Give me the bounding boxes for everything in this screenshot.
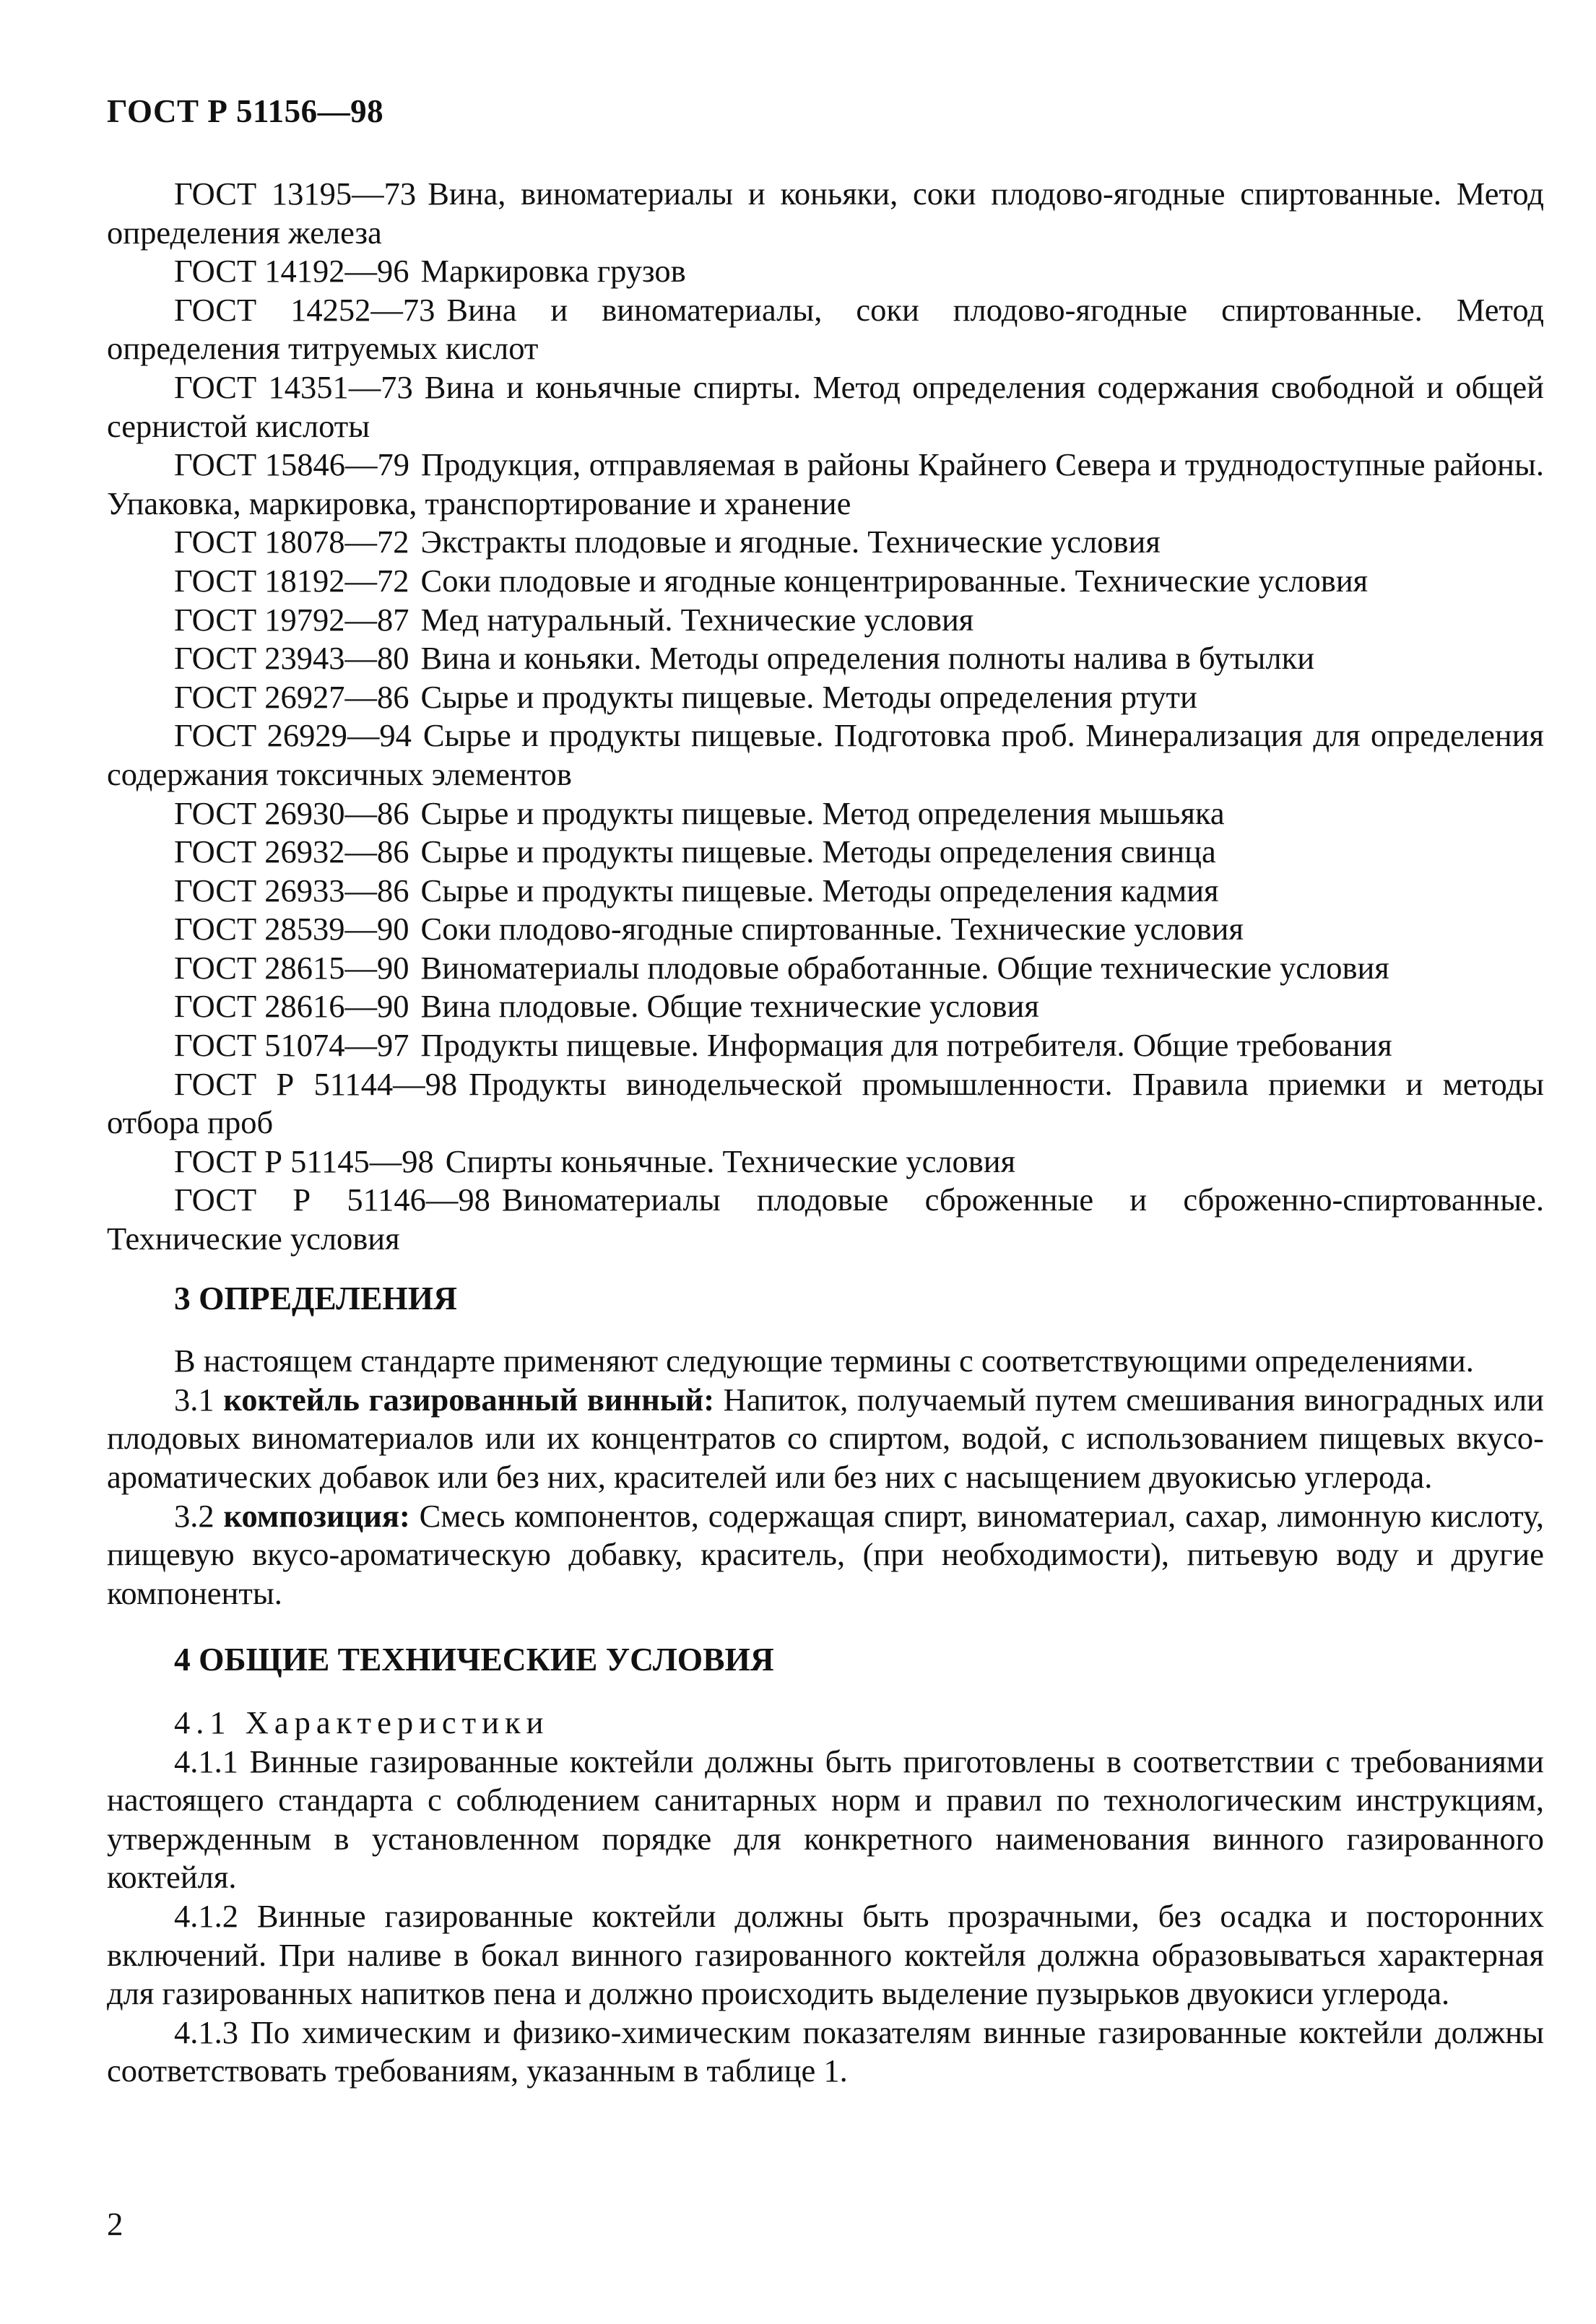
reference-code: ГОСТ 14351—73: [174, 368, 413, 405]
reference-title: Вина и коньячные спирты. Метод определения содержания свободной и общей сернистой кислоты: [107, 368, 1544, 444]
reference-item: [107, 949, 1544, 988]
reference-code: ГОСТ 14192—96: [174, 253, 409, 290]
reference-title: Виноматериалы плодовые сброженные и сброженно-спиртованные. Технические условия: [107, 1181, 1544, 1257]
reference-title: Маркировка грузов: [420, 253, 686, 290]
reference-title: Продукты винодельческой промышленности. Правила приемки и методы отбора проб: [107, 1065, 1545, 1141]
reference-code: ГОСТ 26930—86: [174, 794, 409, 831]
reference-title: Мед натуральный. Технические условия: [420, 601, 974, 638]
reference-code: ГОСТ Р 51145—98: [174, 1143, 434, 1179]
reference-code: ГОСТ 15846—79: [174, 446, 410, 483]
page-number: 2: [107, 2206, 123, 2242]
reference-item: [107, 291, 1544, 368]
reference-title: Сырье и продукты пищевые. Методы определения кадмия: [420, 872, 1219, 909]
reference-item: [107, 523, 1544, 562]
reference-code: ГОСТ Р 51146—98: [174, 1181, 490, 1218]
paragraph-4-1-2: 4.1.2 Винные газированные коктейли должны быть прозрачными, без осадка и посторонних включений. При наливе в бокал винного газированного коктейля должна образовываться характерная для газированных напитков пена и должно происходить выделение пузырьков двуокиси углерода.: [107, 1897, 1544, 2012]
reference-code: ГОСТ 19792—87: [174, 601, 409, 638]
reference-title: Сырье и продукты пищевые. Методы определения ртути: [420, 678, 1197, 715]
paragraph-4-1-3: 4.1.3 По химическим и физико-химическим показателям винные газированные коктейли должны соответствовать требованиям, указанным в таблице 1.: [107, 2013, 1544, 2089]
definition-number: 3.2: [174, 1497, 214, 1534]
reference-code: ГОСТ 28615—90: [174, 949, 409, 986]
reference-code: ГОСТ 28616—90: [174, 988, 409, 1025]
reference-code: ГОСТ 14252—73: [174, 291, 435, 328]
reference-title: Вина и виноматериалы, соки плодово-ягодные спиртованные. Метод определения титруемых кислот: [107, 291, 1544, 367]
reference-item: [107, 1181, 1544, 1258]
reference-code: ГОСТ 18192—72: [174, 562, 409, 599]
reference-item: [107, 1143, 1544, 1181]
document-body: [107, 175, 1544, 2091]
reference-item: [107, 1065, 1544, 1143]
reference-title: Сырье и продукты пищевые. Метод определения мышьяка: [420, 794, 1225, 831]
reference-item: [107, 872, 1544, 911]
reference-title: Вина, виноматериалы и коньяки, соки плодово-ягодные спиртованные. Метод определения железа: [107, 175, 1545, 251]
reference-item: [107, 252, 1544, 291]
subsection-4-1-heading: 4.1 Характеристики: [174, 1704, 550, 1740]
reference-title: Сырье и продукты пищевые. Методы определения свинца: [420, 833, 1216, 870]
reference-code: ГОСТ 13195—73: [174, 175, 417, 212]
reference-title: Соки плодовые и ягодные концентрированные. Технические условия: [420, 562, 1369, 599]
reference-code: ГОСТ 26929—94: [174, 717, 412, 754]
section-3-title: 3 ОПРЕДЕЛЕНИЯ: [174, 1279, 457, 1317]
reference-item: [107, 794, 1544, 833]
reference-title: Продукция, отправляемая в районы Крайнего Севера и труднодоступные районы. Упаковка, маркировка, транспортирование и хранение: [107, 446, 1544, 521]
definition-3-1: [107, 1381, 1544, 1497]
reference-item: [107, 716, 1544, 794]
reference-item: [107, 987, 1544, 1026]
reference-code: ГОСТ 23943—80: [174, 640, 409, 677]
definition-text: Напиток, получаемый путем смешивания виноградных или плодовых виноматериалов или их концентратов со спиртом, водой, с использованием пищевых вкусо-ароматических добавок или без них, красителей или без них с насыщением двуокисью углерода.: [107, 1381, 1544, 1495]
paragraph-4-1-1: 4.1.1 Винные газированные коктейли должны быть приготовлены в соответствии с требованиями настоящего стандарта с соблюдением санитарных норм и правил по технологическим инструкциям, утвержденным в установленном порядке для конкретного наименования винного газированного коктейля.: [107, 1743, 1544, 1896]
reference-item: [107, 175, 1544, 252]
reference-item: [107, 678, 1544, 717]
reference-title: Спирты коньячные. Технические условия: [445, 1143, 1016, 1179]
reference-title: Виноматериалы плодовые обработанные. Общие технические условия: [420, 949, 1389, 986]
reference-code: ГОСТ 51074—97: [174, 1027, 409, 1064]
section-3-intro: В настоящем стандарте применяют следующие термины с соответствующими определениями.: [174, 1343, 1474, 1379]
reference-item: [107, 368, 1544, 446]
section-4-title: 4 ОБЩИЕ ТЕХНИЧЕСКИЕ УСЛОВИЯ: [174, 1641, 774, 1678]
reference-title: Соки плодово-ягодные спиртованные. Технические условия: [420, 911, 1244, 948]
reference-item: [107, 910, 1544, 949]
references-list: [107, 175, 1544, 1259]
reference-code: ГОСТ 28539—90: [174, 911, 409, 948]
definition-3-2: [107, 1497, 1544, 1613]
reference-item: [107, 1026, 1544, 1065]
reference-code: ГОСТ 26927—86: [174, 678, 409, 715]
document-header: ГОСТ Р 51156—98: [107, 93, 384, 129]
reference-code: ГОСТ 26932—86: [174, 833, 409, 870]
reference-title: Вина плодовые. Общие технические условия: [420, 988, 1039, 1025]
reference-code: ГОСТ 18078—72: [174, 524, 409, 560]
reference-title: Сырье и продукты пищевые. Подготовка проб. Минерализация для определения содержания токсичных элементов: [107, 717, 1544, 792]
definition-number: 3.1: [174, 1381, 214, 1418]
reference-title: Продукты пищевые. Информация для потребителя. Общие требования: [420, 1027, 1392, 1064]
reference-code: ГОСТ Р 51144—98: [174, 1065, 458, 1102]
definition-text: Смесь компонентов, содержащая спирт, виноматериал, сахар, лимонную кислоту, пищевую вкусо-ароматическую добавку, краситель, (при необходимости), питьевую воду и другие компоненты.: [107, 1497, 1545, 1611]
reference-item: [107, 446, 1544, 523]
reference-title: Вина и коньяки. Методы определения полноты налива в бутылки: [420, 640, 1315, 677]
reference-title: Экстракты плодовые и ягодные. Технические условия: [420, 524, 1161, 560]
definition-term: композиция:: [223, 1497, 410, 1534]
reference-item: [107, 833, 1544, 872]
definition-term: коктейль газированный винный:: [223, 1381, 715, 1418]
reference-item: [107, 562, 1544, 601]
reference-code: ГОСТ 26933—86: [174, 872, 409, 909]
reference-item: [107, 639, 1544, 678]
reference-item: [107, 601, 1544, 640]
